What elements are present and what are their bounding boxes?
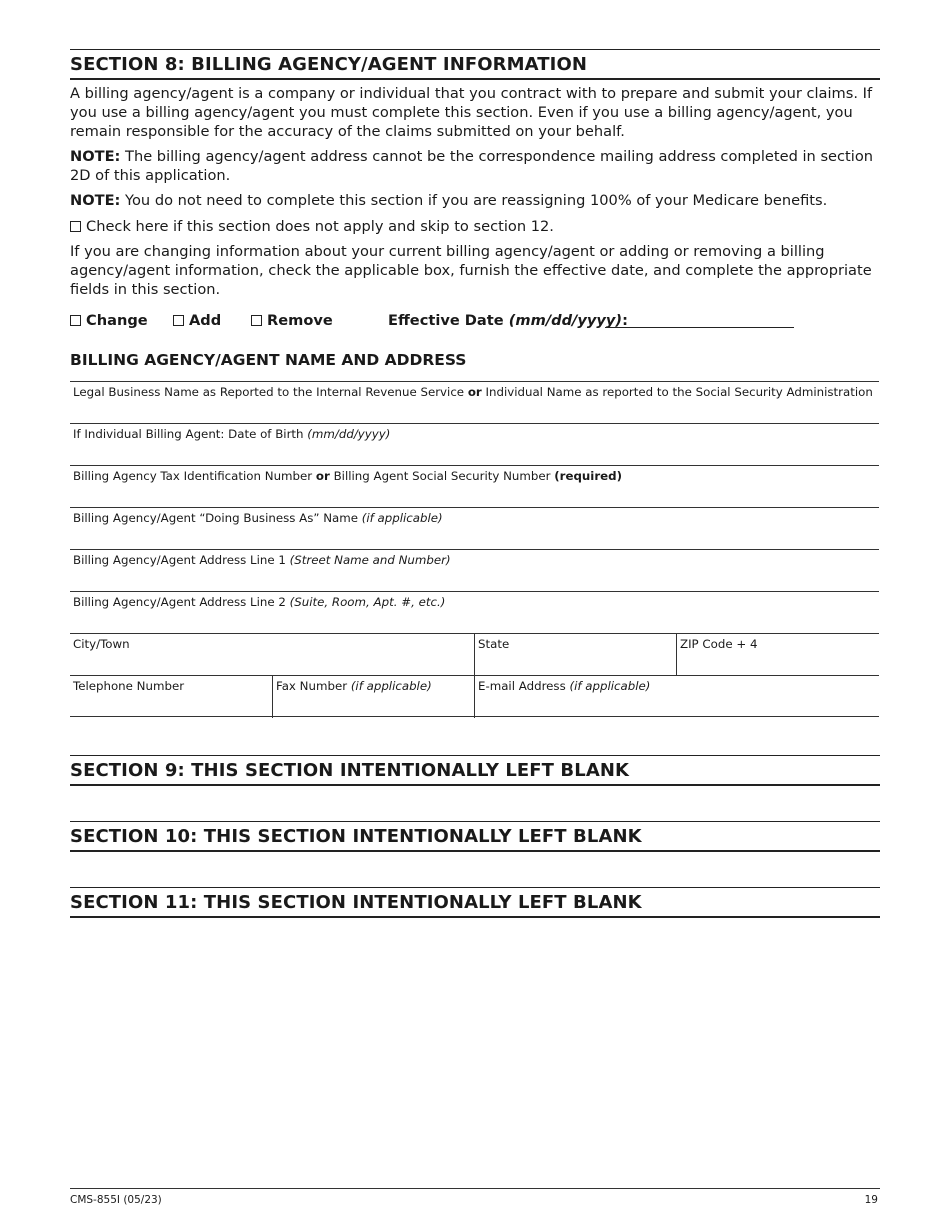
field-label-note: (if applicable) <box>350 679 432 693</box>
field-label: ZIP Code + 4 <box>680 637 758 651</box>
section-11-title: SECTION 11: THIS SECTION INTENTIONALLY LEFT BLANK <box>70 892 642 913</box>
dba-name-field[interactable] <box>70 508 879 550</box>
field-label: City/Town <box>73 637 130 651</box>
note-address <box>70 147 880 185</box>
skip-section-label: Check here if this section does not apply and skip to section 12. <box>86 218 554 235</box>
zip-field[interactable] <box>676 634 879 676</box>
skip-section-checkbox[interactable] <box>70 221 81 232</box>
field-label-note: (Suite, Room, Apt. #, etc.) <box>289 595 446 609</box>
field-label: Telephone Number <box>73 679 185 693</box>
form-row <box>70 507 879 549</box>
change-option[interactable] <box>70 312 148 330</box>
field-label: State <box>478 637 510 651</box>
form-row <box>70 633 879 675</box>
add-option[interactable] <box>173 312 221 330</box>
section-10-header <box>70 821 880 852</box>
tax-id-field[interactable] <box>70 466 879 508</box>
effective-date-text: Effective Date <box>388 312 509 329</box>
note-label: NOTE: <box>70 148 121 165</box>
remove-option[interactable] <box>251 312 333 330</box>
field-label: E-mail Address <box>478 679 570 693</box>
effective-date-format: (mm/dd/yyyy) <box>508 312 623 329</box>
field-label: Billing Agency/Agent Address Line 2 <box>73 595 290 609</box>
fax-field[interactable] <box>272 676 474 718</box>
effective-date-label <box>388 312 628 330</box>
section-10-title: SECTION 10: THIS SECTION INTENTIONALLY LEFT BLANK <box>70 826 642 847</box>
note-text: The billing agency/agent address cannot be the correspondence mailing address completed in section 2D of this application. <box>70 148 874 184</box>
field-label-or: or <box>315 469 330 483</box>
add-checkbox[interactable] <box>173 315 184 326</box>
change-label: Change <box>86 312 148 329</box>
address-line-1-field[interactable] <box>70 550 879 592</box>
field-label: Fax Number <box>276 679 351 693</box>
legal-name-field[interactable] <box>70 382 879 424</box>
address-line-2-field[interactable] <box>70 592 879 634</box>
billing-agency-subheading: BILLING AGENCY/AGENT NAME AND ADDRESS <box>70 351 467 369</box>
section-8-title: SECTION 8: BILLING AGENCY/AGENT INFORMATION <box>70 54 588 75</box>
effective-date-colon: : <box>622 312 628 329</box>
date-of-birth-field[interactable] <box>70 424 879 466</box>
field-label-note: (if applicable) <box>569 679 651 693</box>
section-11-header <box>70 887 880 918</box>
field-label-note: (if applicable) <box>361 511 443 525</box>
field-label: If Individual Billing Agent: Date of Birth <box>73 427 308 441</box>
note-reassign <box>70 191 880 210</box>
form-row <box>70 675 879 717</box>
section-9-header <box>70 755 880 786</box>
field-label: Billing Agency/Agent Address Line 1 <box>73 553 290 567</box>
form-row <box>70 465 879 507</box>
form-row <box>70 591 879 633</box>
city-field[interactable] <box>70 634 474 676</box>
form-id: CMS-855I (05/23) <box>70 1194 162 1206</box>
field-label: Individual Name as reported to the Social Security Administration <box>481 385 873 399</box>
field-label: Legal Business Name as Reported to the Internal Revenue Service <box>73 385 468 399</box>
field-label: Billing Agency Tax Identification Number <box>73 469 316 483</box>
field-label-note: (Street Name and Number) <box>289 553 451 567</box>
page-number: 19 <box>864 1194 878 1206</box>
form-row <box>70 381 879 423</box>
field-label: Billing Agent Social Security Number <box>329 469 555 483</box>
email-field[interactable] <box>474 676 879 718</box>
page-footer <box>70 1188 880 1206</box>
state-field[interactable] <box>474 634 676 676</box>
section-8-intro: A billing agency/agent is a company or individual that you contract with to prepare and submit your claims. If you use a billing agency/agent you must complete this section. Even if you use a billing agency/agent, you remain responsible for the accuracy of the claims submitted on your behalf. <box>70 85 873 140</box>
skip-section-row <box>70 217 880 236</box>
remove-checkbox[interactable] <box>251 315 262 326</box>
note-label: NOTE: <box>70 192 121 209</box>
add-label: Add <box>189 312 222 329</box>
telephone-field[interactable] <box>70 676 272 718</box>
change-checkbox[interactable] <box>70 315 81 326</box>
note-text: You do not need to complete this section if you are reassigning 100% of your Medicare benefits. <box>120 192 828 209</box>
form-row <box>70 549 879 591</box>
form-row <box>70 423 879 465</box>
change-instructions: If you are changing information about your current billing agency/agent or adding or removing a billing agency/agent information, check the applicable box, furnish the effective date, and complete the appropriate fields in this section. <box>70 243 872 298</box>
field-label-format: (mm/dd/yyyy) <box>307 427 391 441</box>
field-label-or: or <box>467 385 482 399</box>
field-label: Billing Agency/Agent “Doing Business As” Name <box>73 511 362 525</box>
section-8-header <box>70 49 880 80</box>
effective-date-field[interactable] <box>605 326 794 328</box>
section-9-title: SECTION 9: THIS SECTION INTENTIONALLY LEFT BLANK <box>70 760 630 781</box>
remove-label: Remove <box>267 312 333 329</box>
field-required: (required) <box>554 469 622 483</box>
